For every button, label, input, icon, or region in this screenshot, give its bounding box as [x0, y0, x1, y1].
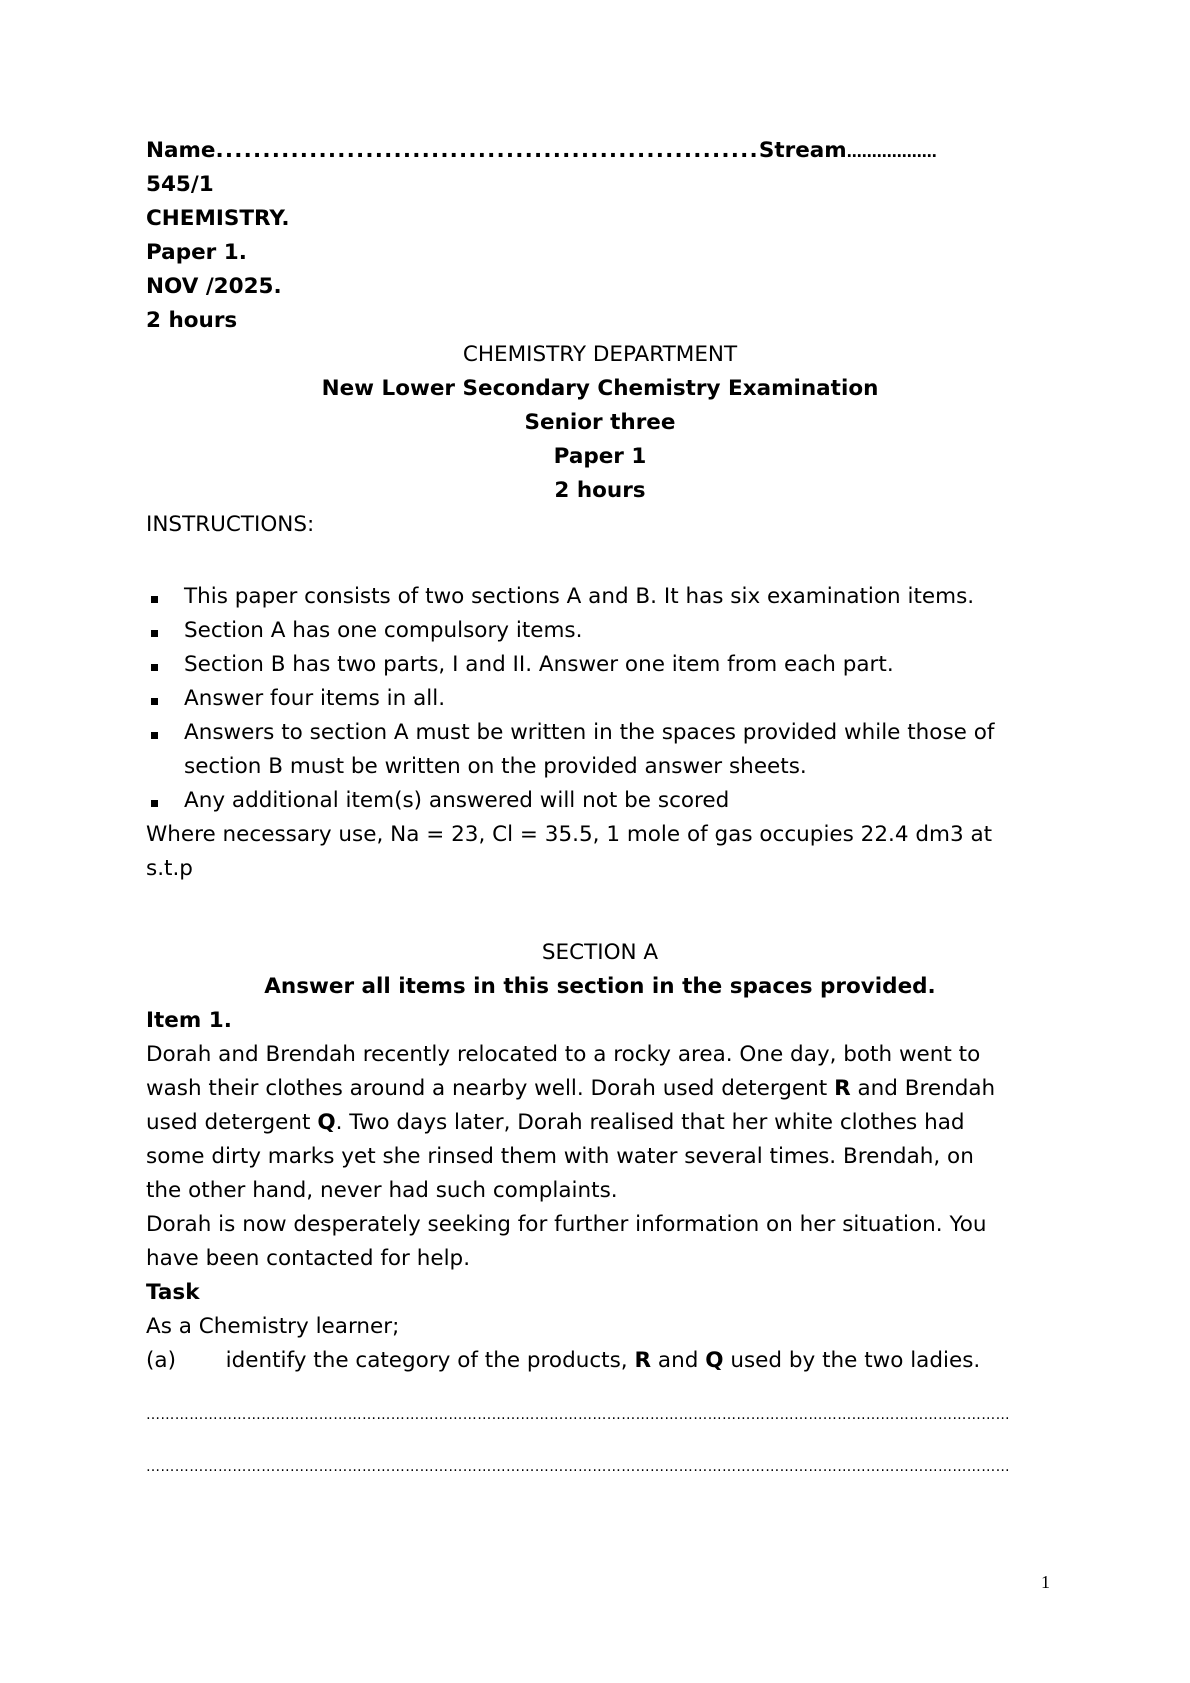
subject-name: CHEMISTRY. — [146, 206, 290, 231]
scenario-text: wash their clothes around a nearby well. Dorah used detergent — [146, 1076, 828, 1101]
scenario-line — [146, 1106, 965, 1140]
scenario-line — [146, 1072, 995, 1106]
task-intro: As a Chemistry learner; — [146, 1314, 400, 1339]
scenario-line: the other hand, never had such complaints. — [146, 1178, 618, 1203]
name-field-dots[interactable]: .......................................................... — [215, 138, 759, 163]
instruction-item: Section A has one compulsory items. — [184, 618, 583, 643]
scenario-text: . Two days later, Dorah realised that her white clothes had — [335, 1110, 965, 1135]
class-title: Senior three — [524, 410, 676, 435]
question-a-text: identify the category of the products, — [225, 1348, 628, 1373]
instruction-item: Any additional item(s) answered will not be scored — [184, 788, 730, 813]
scenario-line: have been contacted for help. — [146, 1246, 471, 1271]
constants-note-continued: s.t.p — [146, 856, 193, 881]
section-a-instruction: Answer all items in this section in the spaces provided. — [264, 974, 936, 999]
constants-note: Where necessary use, Na = 23, Cl = 35.5, 1 mole of gas occupies 22.4 dm3 at — [146, 822, 993, 847]
instruction-item: Answer four items in all. — [184, 686, 446, 711]
instruction-item-continued: section B must be written on the provided answer sheets. — [184, 754, 807, 779]
section-a-heading: SECTION A — [541, 940, 659, 965]
bullet-icon — [151, 698, 158, 705]
scenario-line: Dorah is now desperately seeking for further information on her situation. You — [146, 1212, 987, 1237]
paper-title: Paper 1 — [553, 444, 647, 469]
paper-code: 545/1 — [146, 172, 214, 197]
scenario-text: and Brendah — [857, 1076, 996, 1101]
stream-label: Stream — [758, 138, 847, 163]
answer-line[interactable]: ……………………………………………………………………………………………………………………………………………………………… — [146, 1407, 1010, 1423]
bullet-icon — [151, 732, 158, 739]
name-label: Name — [146, 138, 216, 163]
question-a-text: and — [657, 1348, 699, 1373]
page-number: 1 — [1041, 1572, 1050, 1592]
exam-date: NOV /2025. — [146, 274, 282, 299]
bullet-icon — [151, 664, 158, 671]
name-stream-line — [146, 134, 937, 169]
instruction-item: Section B has two parts, I and II. Answer one item from each part. — [184, 652, 894, 677]
duration-title: 2 hours — [554, 478, 646, 503]
bullet-icon — [151, 800, 158, 807]
product-q: Q — [705, 1348, 724, 1373]
detergent-q: Q — [317, 1110, 336, 1135]
question-a — [146, 1344, 980, 1378]
product-r: R — [634, 1348, 652, 1373]
answer-line[interactable]: ……………………………………………………………………………………………………………………………………………………………… — [146, 1459, 1010, 1475]
task-label: Task — [146, 1280, 200, 1305]
item-label: Item 1. — [146, 1008, 232, 1033]
instruction-item: Answers to section A must be written in the spaces provided while those of — [184, 720, 995, 745]
scenario-text: used detergent — [146, 1110, 311, 1135]
department-title: CHEMISTRY DEPARTMENT — [462, 342, 738, 367]
instructions-heading: INSTRUCTIONS: — [146, 512, 315, 537]
stream-field-dots[interactable]: ……………… — [846, 143, 937, 161]
scenario-line: Dorah and Brendah recently relocated to a rocky area. One day, both went to — [146, 1042, 981, 1067]
question-a-text: used by the two ladies. — [730, 1348, 981, 1373]
question-a-label: (a) — [146, 1348, 176, 1373]
exam-duration: 2 hours — [146, 308, 238, 333]
scenario-line: some dirty marks yet she rinsed them with water several times. Brendah, on — [146, 1144, 974, 1169]
bullet-icon — [151, 596, 158, 603]
paper-number: Paper 1. — [146, 240, 247, 265]
bullet-icon — [151, 630, 158, 637]
instruction-item: This paper consists of two sections A and B. It has six examination items. — [184, 584, 975, 609]
exam-title: New Lower Secondary Chemistry Examination — [321, 376, 879, 401]
detergent-r: R — [834, 1076, 851, 1101]
